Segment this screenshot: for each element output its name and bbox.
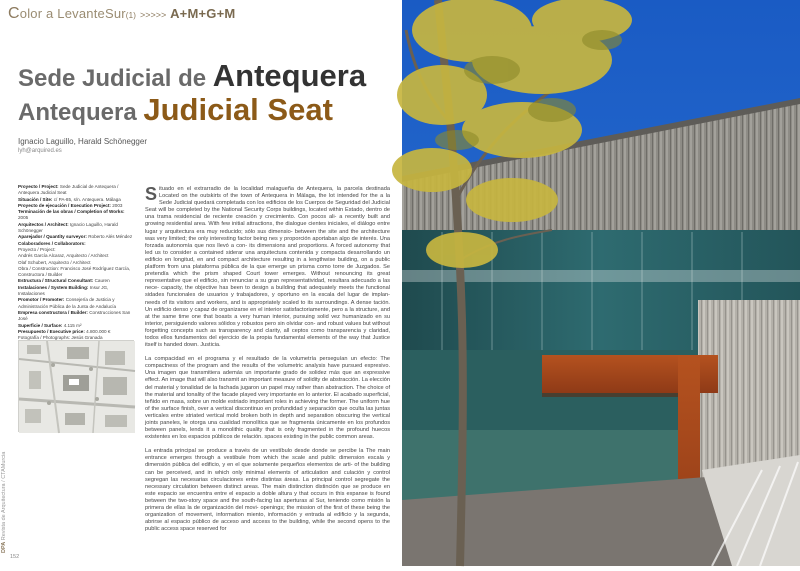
credit-label: Proyecto / Project:: [18, 184, 59, 189]
credit-line: [18, 285, 134, 298]
site-plan-image: [18, 340, 134, 432]
title-spanish: [18, 58, 366, 94]
series-header: [8, 5, 235, 23]
series-arrows: >>>>>: [140, 10, 167, 20]
credit-value: 2005: [18, 215, 29, 221]
author-email: lyh@arquired.es: [18, 148, 62, 154]
site-plan-drawing: [19, 341, 135, 433]
credit-label: Proyecto de ejecución / Execution Project:: [18, 202, 111, 208]
credit-label: Aparejador / Quantity surveyor:: [18, 234, 87, 240]
credit-value: Construcciones San José: [18, 309, 131, 322]
page-number: 152: [10, 554, 20, 560]
magazine-name: Revista de Arquitectura / CTAMurcia: [1, 451, 7, 541]
project-credits: [18, 184, 134, 341]
credit-value: Insur JG, Instalaciones: [18, 284, 109, 297]
title-english: [18, 92, 333, 128]
body-paragraph: Situado en el extrarradio de la localidad malagueña de Antequera, la parcela destinada Located on the outskirts of the town of Antequera in Málaga, the lot intended for the a la Sede Judicial quedará completada con los edificios de los Cuerpos de Seguridad del Judicial Seat will be completed by the National Security Corps buildings, located within Estado, dentro de una trama residencial de reciente creación y crecimiento. Con pocos ali- a recently built and growing residential area. With few initial attractions, the dialogue cientes iniciales, el diálogo entre lugar y arquitectura era muy reducido; sólo sus dimensio- between the site and the architecture was very limited; the only interesting factor being nes y proporción aportaban algo de interés. Una forzada autonomía que nos llevó a con- its dimensions and proportions. A forced autonomy that led us to consider a contained siderar una arquitectura contenida y compacta desarrollando un edificio en longitud, en and compact architecture resulting in a lengthwise building, on a public platform from una plataforma pública de la que emerge un prisma como torre de Juzgados. Se pretendía which the prism shaped Court tower emerges. Without renouncing its great representative que el edificio, sin renunciar a su gran representatividad, resultara adecuado a las nece- capacity, the objective has been to design a building that adequately meets the functional sidades funcionales de usuarios y trabajadores, y oportuno en la escala del lugar de implan- needs of its visitors and workers, and is appropriately scaled to its surroundings. A dense tación. Un edificio denso y capaz de organizarse en el interior satisfactoriamente, pero a la structure, and at the same time one that boasts a very human interior, pursuing solid vez humanizado en su interior, persiguiendo valores sólidos y robustos pero sin olvidar con- and robust values but without forgetting concepts such as transparency and clarity, all ceptos como transparencia y claridad, todos ellos fundamentos del ejercicio de la propia fundamental elements of the way that Justice itself is handed down. Justicia.: [145, 184, 390, 349]
credit-line: [18, 184, 134, 197]
credit-value: c/ PA-85, s/n. Antequera. Málaga: [53, 196, 121, 202]
series-part: (1): [125, 11, 137, 20]
credit-value: 4.115 m²: [63, 322, 82, 328]
credit-label: Presupuesto / Executive price:: [18, 328, 85, 334]
drop-cap: S: [145, 184, 158, 204]
title-english-main: Judicial Seat: [143, 92, 333, 127]
credit-value: Proyecto / Project:: [18, 246, 56, 252]
credit-value: Andrés García Alcaraz, Arquitecto / Architect: [18, 253, 109, 259]
credit-value: Obra / Construction: Francisco José Rodríguez García, Constructora / Builder: [18, 265, 131, 278]
body-paragraph: La entrada principal se produce a través de un vestíbulo desde donde se percibe la The main entrance emerges through a vestibule from which the scale and public dimension escala y dimensión pública del edificio, y en el que solamente pequeños elementos de arti- of the building can be perceived, and in which only minimal elements of articulation and culación y control segregan las necesarias circulaciones entre distintas áreas. La principal control segregate the necessary circulation between distinct areas. The main distinction distinción que se produce en este espacio se encuentra entre el espacio a doble altura y that occurs in this expanse is found between the two-story space and the south-facing las aperturas al Sur, teniendo como misión la primera de ellas la de organización del movi- openings; the mission of the first of these being the organization of movement, information miento, información y entrada al edificio y la segunda, abrirse al espacio público de acceso and access to the building, while the second opens to the public access space reserved for: [145, 448, 390, 533]
vertical-magazine-credit: [1, 452, 7, 553]
credit-line: [18, 222, 134, 235]
credit-value: 2003: [112, 202, 123, 208]
credit-line: [18, 209, 134, 222]
series-initial: C: [8, 5, 20, 22]
credit-label: Colaboradores / Collaborators:: [18, 240, 86, 246]
credit-label: Promotor / Promoter:: [18, 297, 65, 303]
author-names: Ignacio Laguillo, Harald Schönegger: [18, 137, 147, 146]
title-spanish-main: Antequera: [212, 58, 367, 93]
credit-label: Terminación de las obras / Completion of Works:: [18, 209, 125, 215]
credit-value: Cauren: [94, 278, 110, 284]
credit-line: [18, 310, 134, 323]
credit-label: Estructura / Structural Consultant:: [18, 278, 94, 284]
credit-line: [18, 297, 134, 310]
credit-value: Roberto Alés Méndez: [88, 234, 133, 240]
credit-value: Fotografía / Photographs: Jesús Granada: [18, 335, 103, 341]
body-paragraph: La compacidad en el programa y el resultado de la volumetría perseguían un efecto: The compactness of the program and the results of the volumetric analysis have pursued expresivo. Una imagen que transmitiera además un importante grado de solidez más que an expressive effect. An image that will also transmit an important measure of solidity de abstracción. La elección del material y tonalidad de la fachada jugaron un papel muy rather than abstraction. The choice of the material and tonality of the facade played very importante en lo anterior. El acabado superficial, teñido en masa, sobre un molde estriado important roles in achieving the former. The uniform hue of the surface finish, over a vertical discontinuo en profundidad y separación que oculta las juntas verticales entre striated vertical mold broken both in depth and separation obscuring the vertical joints paneles, le otorga una cualidad monolítica que se fragmenta únicamente en los profundos between panels, lends it a monolithic quality that is only fragmented in the profound huecos existentes en los espacios públicos de relación. spaces existing in the public common areas.: [145, 356, 390, 441]
building-photo-illustration: [402, 0, 800, 566]
title-english-lead: Antequera: [18, 99, 144, 126]
credit-value: Consejería de Justicia y Administración Pública de la Junta de Andalucía: [18, 297, 117, 309]
credit-label: Arquitectos / Architect:: [18, 221, 69, 227]
credit-value: 4.800.000 €: [86, 328, 111, 334]
credit-label: Superficie / Surface:: [18, 322, 63, 328]
credit-label: Situación / Site:: [18, 196, 53, 202]
credit-line: [18, 266, 134, 279]
credit-label: Instalaciones / System Building:: [18, 284, 89, 290]
credit-label: Empresa constructora / Builder:: [18, 309, 88, 315]
title-spanish-lead: Sede Judicial de: [18, 65, 213, 92]
article-body: [145, 186, 390, 554]
credit-value: Ignacio Laguillo, Harald Schönegger: [18, 221, 118, 234]
magazine-logo: DPA: [1, 541, 7, 553]
series-authors-mark: A+M+G+M: [170, 6, 236, 21]
credit-value: Sede Judicial de Antequera / Antequera Judicial Seat: [18, 184, 119, 196]
credit-value: Olaf Schubert, Arquitecto / Architect: [18, 259, 91, 265]
series-name: olor a LevanteSur: [19, 6, 126, 21]
building-photograph: [402, 0, 800, 566]
